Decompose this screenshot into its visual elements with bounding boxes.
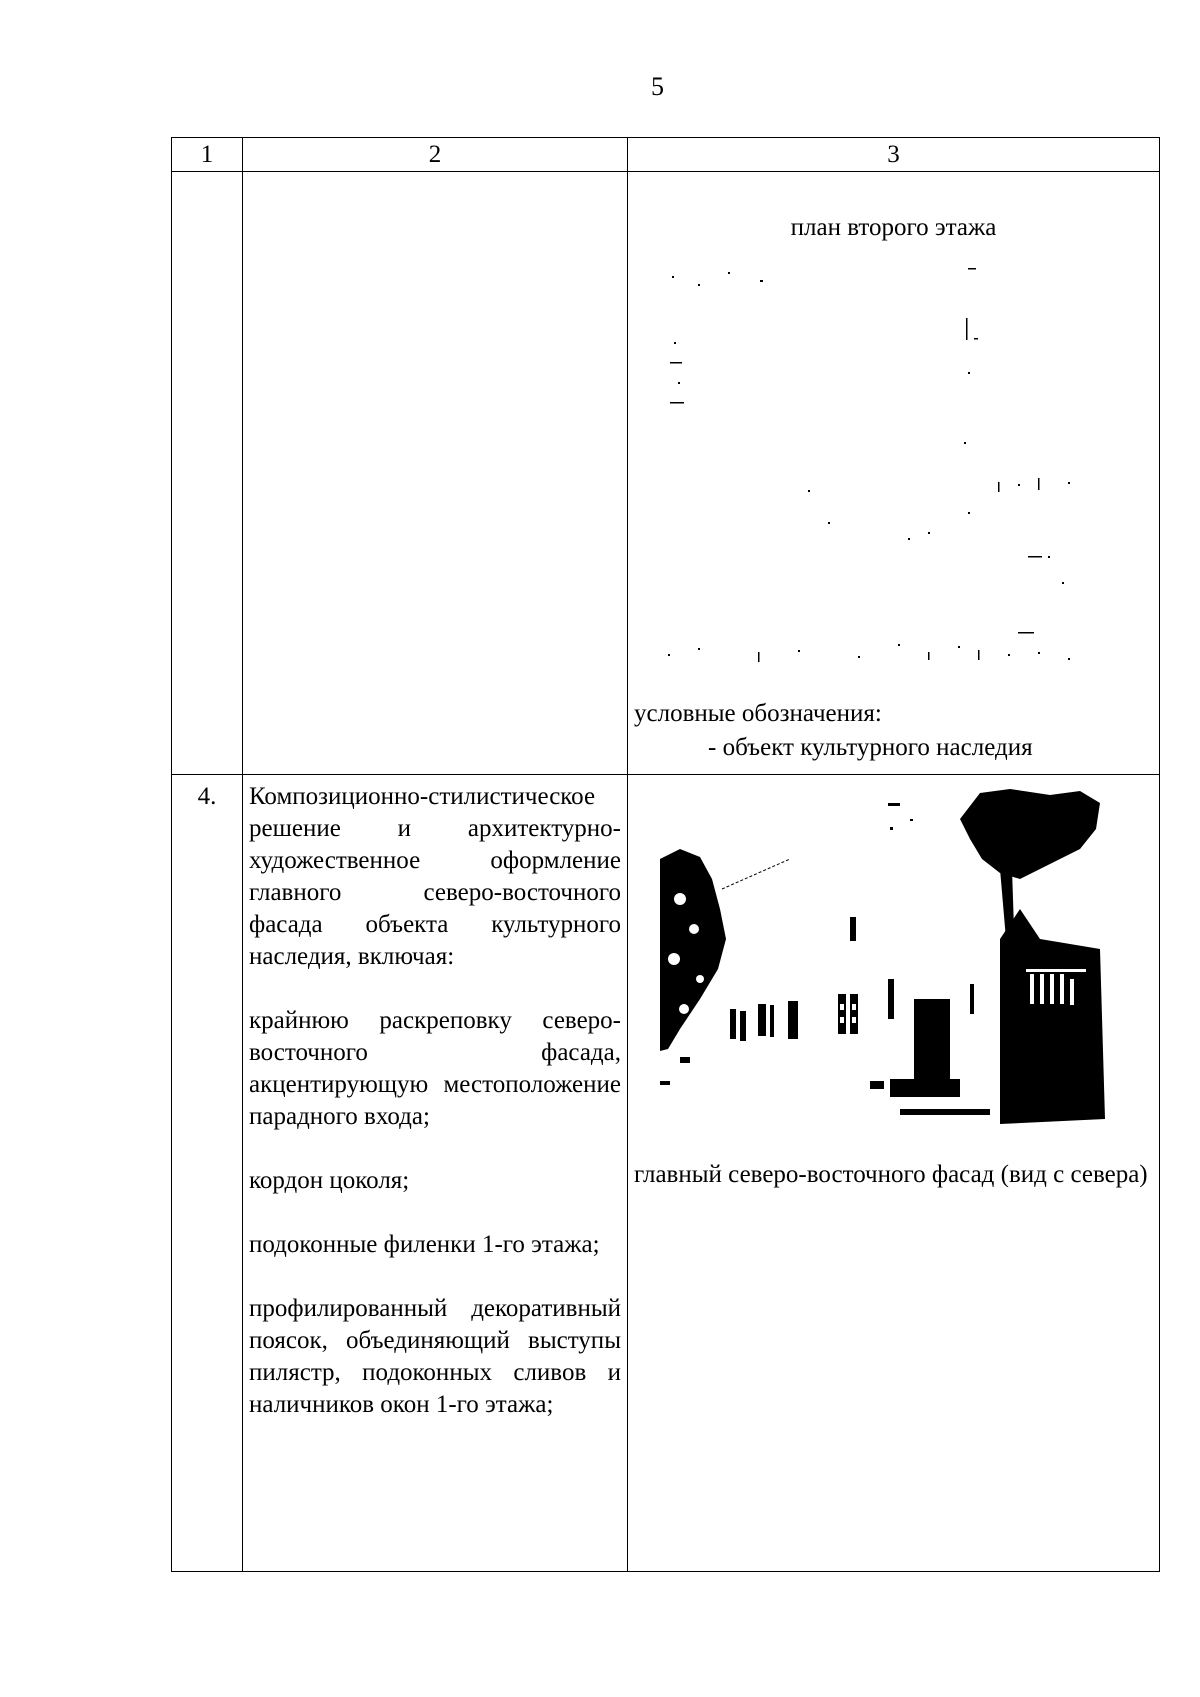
description-paragraph: профилированный декоративный поясок, объединяющий выступы пилястр, подоконных сливов и наличников окон 1-го этажа; bbox=[249, 1295, 621, 1418]
document-table bbox=[171, 137, 1160, 1572]
table-row bbox=[172, 172, 1160, 775]
table-row bbox=[172, 775, 1160, 1572]
row1-number-cell bbox=[172, 172, 243, 775]
header-cell-2: 2 bbox=[243, 138, 628, 172]
facade-photo bbox=[660, 789, 1110, 1134]
legend-item: - объект культурного наследия bbox=[708, 734, 1033, 761]
row2-image-cell bbox=[628, 775, 1160, 1572]
row1-image-cell bbox=[628, 172, 1160, 775]
page-number: 5 bbox=[651, 72, 664, 101]
row-description bbox=[243, 775, 628, 1572]
photo-caption: главный северо-восточного фасад (вид с севера) bbox=[634, 1161, 1148, 1188]
description-paragraph: подоконные филенки 1-го этажа; bbox=[249, 1231, 600, 1258]
table-header-row bbox=[172, 138, 1160, 172]
plan-title: план второго этажа bbox=[790, 214, 997, 241]
row-number: 4. bbox=[172, 775, 243, 1572]
row1-description-cell bbox=[243, 172, 628, 775]
description-paragraph: крайнюю раскреповку северо-восточного фасада, акцентирующую местоположение парадного входа; bbox=[249, 1007, 621, 1130]
legend-heading: условные обозначения: bbox=[634, 700, 882, 727]
floor-plan-image bbox=[668, 262, 1128, 692]
description-paragraph: кордон цоколя; bbox=[249, 1167, 410, 1194]
description-paragraph: Композиционно-стилистическое решение и архитектурно-художественное оформление главного северо-восточного фасада объекта культурного наследия, включая: bbox=[249, 783, 621, 970]
header-cell-3: 3 bbox=[628, 138, 1160, 172]
header-cell-1: 1 bbox=[172, 138, 243, 172]
